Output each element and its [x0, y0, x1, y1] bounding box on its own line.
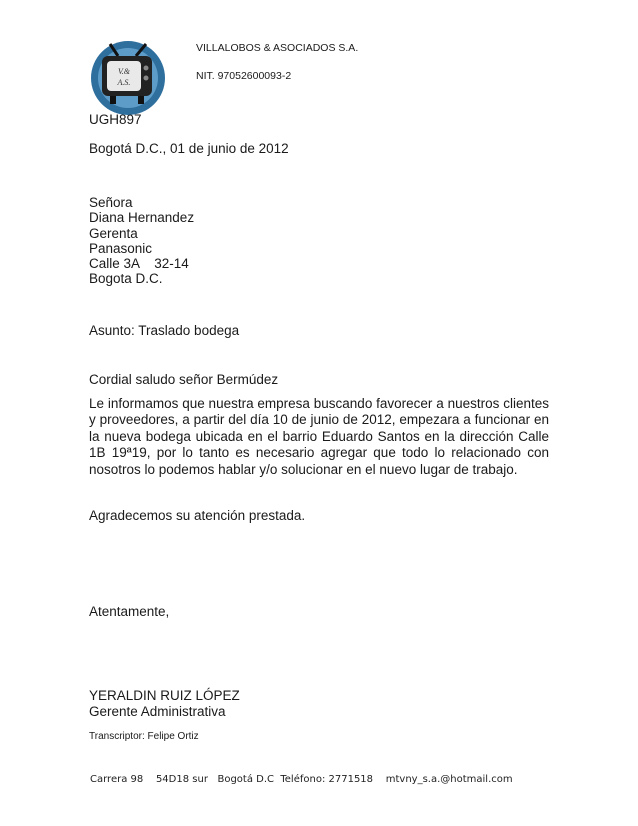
company-name: VILLALOBOS & ASOCIADOS S.A.	[196, 42, 359, 54]
recipient-line: Bogota D.C.	[89, 271, 163, 287]
signer-name: YERALDIN RUIZ LÓPEZ	[89, 688, 240, 703]
company-nit: NIT. 97052600093-2	[196, 70, 292, 82]
transcriptor-note: Transcriptor: Felipe Ortiz	[89, 731, 199, 742]
recipient-line: Panasonic	[89, 240, 153, 256]
logo-text-bottom: A.S.	[117, 78, 131, 87]
letter-closing: Atentamente,	[89, 604, 170, 619]
reference-code: UGH897	[89, 112, 142, 127]
recipient-block	[89, 195, 194, 287]
letter-date: Bogotá D.C., 01 de junio de 2012	[89, 141, 289, 156]
recipient-line: Calle 3A 32-14	[89, 256, 189, 272]
logo-text-top: V.&	[117, 67, 131, 76]
recipient-line: Diana Hernandez	[89, 210, 195, 226]
letter-body: Le informamos que nuestra empresa buscando favorecer a nuestros clientes y proveedores, a partir del día 10 de junio de 2012, empezara a funcionar en la nueva bodega ubicada en el barrio Eduardo Santos en la dirección Calle 1B 19ª19, por lo tanto es necesario agregar que todo lo relacionado con nosotros lo podemos hablar y/o solucionar en el nuevo lugar de trabajo.	[89, 396, 549, 477]
recipient-line: Señora	[89, 195, 133, 210]
letter-greeting: Cordial saludo señor Bermúdez	[89, 372, 279, 387]
footer-address: Carrera 98 54D18 sur Bogotá D.C Teléfono: 2771518 mtvny_s.a.@hotmail.com	[90, 774, 513, 785]
recipient-line: Gerenta	[89, 225, 138, 241]
signer-title: Gerente Administrativa	[89, 704, 226, 719]
tv-icon	[88, 38, 168, 118]
letter-subject: Asunto: Traslado bodega	[89, 323, 240, 338]
signature-block	[89, 688, 240, 720]
letter-thanks: Agradecemos su atención prestada.	[89, 508, 306, 523]
